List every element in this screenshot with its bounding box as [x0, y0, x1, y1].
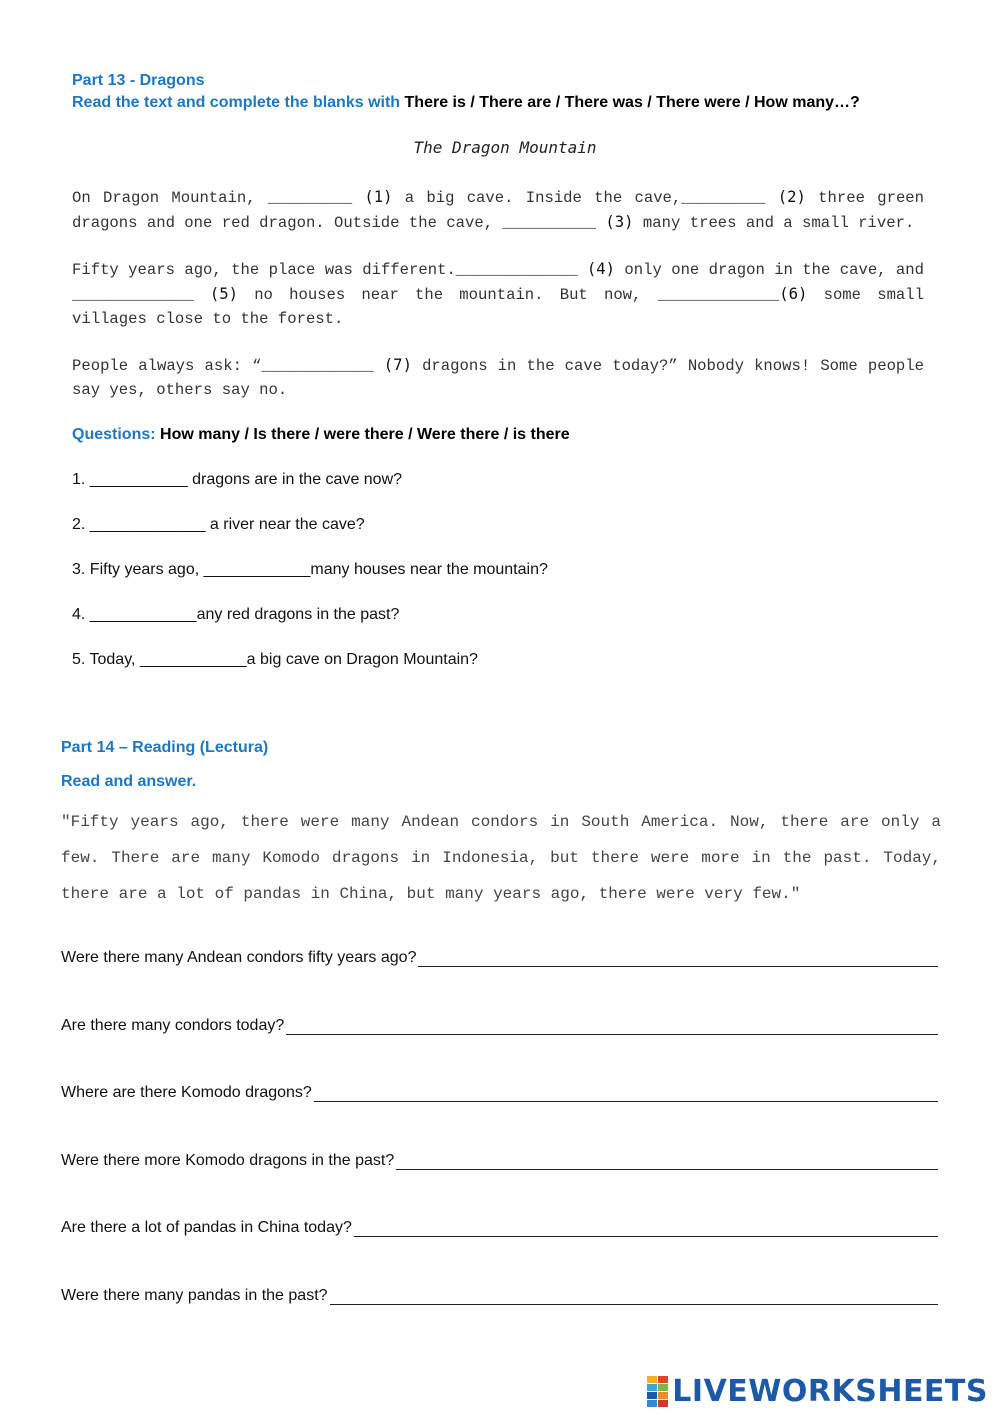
- part14-heading: Part 14 – Reading (Lectura): [61, 739, 269, 756]
- answer-row-5[interactable]: [61, 1219, 938, 1237]
- answer-line[interactable]: [418, 952, 938, 967]
- question-5[interactable]: 5. Today, ____________a big cave on Dragon Mountain?: [72, 651, 478, 668]
- logo-tile: [647, 1376, 657, 1383]
- questions-label: Questions:: [72, 426, 156, 443]
- logo-tile: [647, 1400, 657, 1407]
- logo-tile: [658, 1400, 668, 1407]
- questions-options: How many / Is there / were there / Were there / is there: [160, 426, 570, 443]
- logo-tile: [658, 1384, 668, 1391]
- questions-heading: [72, 426, 570, 444]
- answer-row-4[interactable]: [61, 1152, 938, 1170]
- story-title: The Dragon Mountain: [413, 138, 597, 157]
- instruction-options: There is / There are / There was / There were / How many…?: [404, 94, 860, 111]
- answer-question: Were there more Komodo dragons in the past?: [61, 1152, 395, 1169]
- story-paragraph-3: People always ask: “____________ (7) dragons in the cave today?” Nobody knows! Some people say yes, others say no.: [72, 356, 924, 399]
- brand-name: LIVEWORKSHEETS: [672, 1373, 988, 1409]
- question-2[interactable]: 2. _____________ a river near the cave?: [72, 516, 365, 533]
- answer-question: Are there many condors today?: [61, 1017, 285, 1034]
- answer-line[interactable]: [330, 1290, 938, 1305]
- answer-line[interactable]: [286, 1020, 938, 1035]
- logo-tile: [647, 1384, 657, 1391]
- question-1[interactable]: 1. ___________ dragons are in the cave now?: [72, 471, 403, 488]
- story-paragraph-2: Fifty years ago, the place was different._____________ (4) only one dragon in the cave, and _____________ (5) no houses near the mountain. But now, _____________(6) some small villages close to the forest.: [72, 260, 924, 328]
- answer-row-2[interactable]: [61, 1017, 938, 1035]
- answer-question: Were there many Andean condors fifty years ago?: [61, 949, 417, 966]
- part13-heading: Part 13 - Dragons: [72, 72, 205, 89]
- question-4[interactable]: 4. ____________any red dragons in the past?: [72, 606, 400, 623]
- answer-question: Are there a lot of pandas in China today?: [61, 1219, 352, 1236]
- answer-row-1[interactable]: [61, 949, 938, 967]
- answer-question: Where are there Komodo dragons?: [61, 1084, 312, 1101]
- answer-row-6[interactable]: [61, 1287, 938, 1305]
- answer-line[interactable]: [396, 1155, 938, 1170]
- answer-line[interactable]: [314, 1087, 938, 1102]
- reading-text: "Fifty years ago, there were many Andean condors in South America. Now, there are only a few. There are many Komodo dragons in Indonesia, but there were more in the past. Today, there are a lot of pandas in China, but many years ago, there were very few.": [61, 813, 941, 903]
- liveworksheets-logo-icon: [647, 1376, 668, 1407]
- story-paragraph-1: On Dragon Mountain, _________ (1) a big cave. Inside the cave,_________ (2) three green dragons and one red dragon. Outside the cave, __________ (3) many trees and a small river.: [72, 188, 925, 232]
- logo-tile: [658, 1392, 668, 1399]
- answer-line[interactable]: [354, 1222, 938, 1237]
- logo-tile: [647, 1392, 657, 1399]
- answer-question: Were there many pandas in the past?: [61, 1287, 328, 1304]
- logo-tile: [658, 1376, 668, 1383]
- question-3[interactable]: 3. Fifty years ago, ____________many houses near the mountain?: [72, 561, 548, 578]
- liveworksheets-logo: [647, 1373, 988, 1409]
- answer-row-3[interactable]: [61, 1084, 938, 1102]
- part13-instruction: [72, 94, 860, 112]
- part14-instruction: Read and answer.: [61, 773, 197, 790]
- instruction-prefix: Read the text and complete the blanks with: [72, 94, 401, 111]
